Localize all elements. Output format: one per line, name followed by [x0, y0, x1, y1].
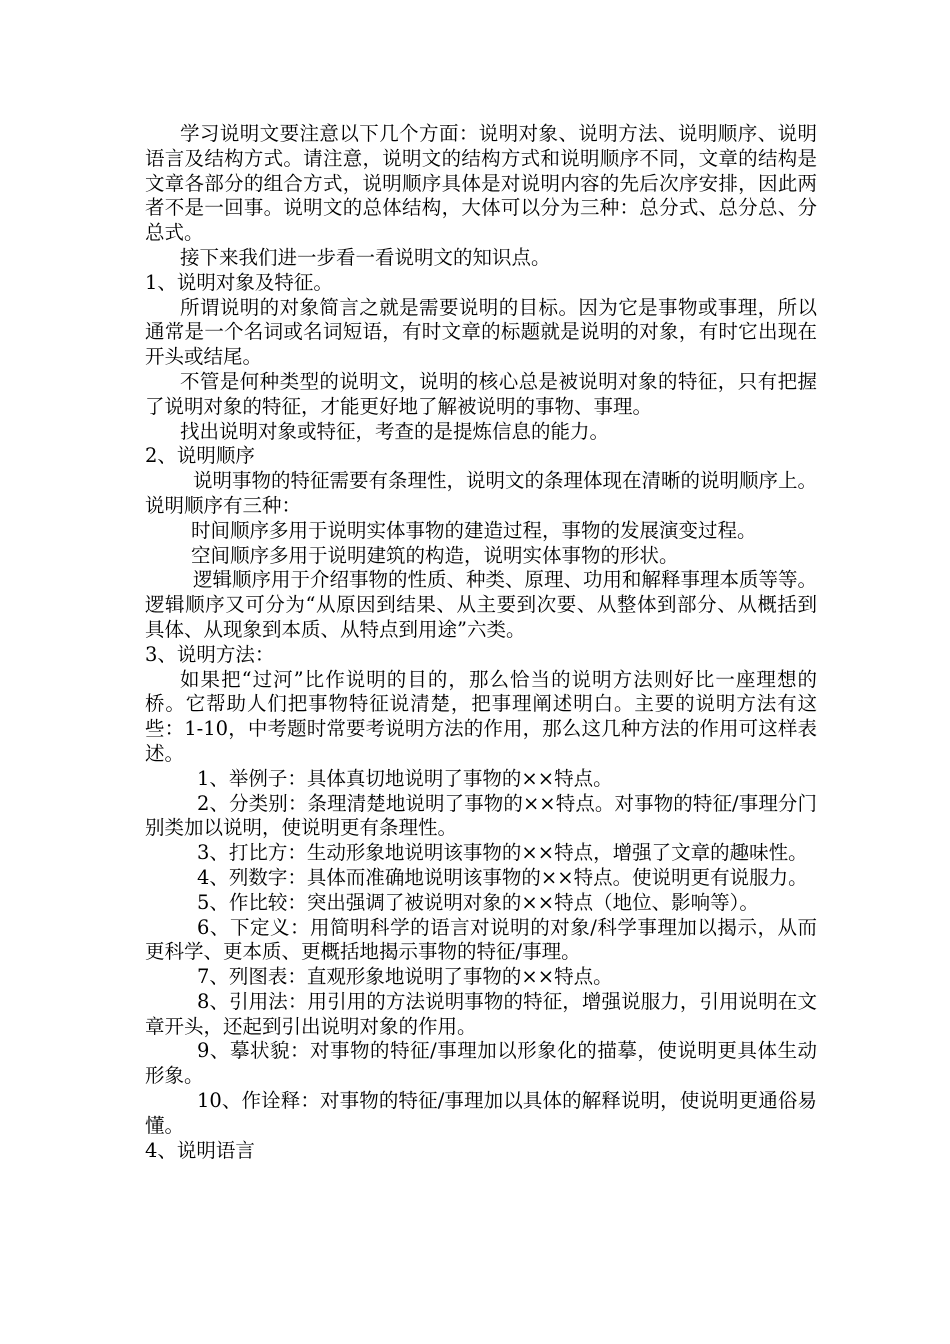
method-item: 8、引用法：用引用的方法说明事物的特征，增强说服力，引用说明在文章开头，还起到引出说明对象的作用。	[145, 989, 817, 1038]
paragraph: 逻辑顺序用于介绍事物的性质、种类、原理、功用和解释事理本质等等。逻辑顺序又可分为“从原因到结果、从主要到次要、从整体到部分、从概括到具体、从现象到本质、从特点到用途”六类。	[145, 568, 818, 641]
section-heading: 4、说明语言	[145, 1138, 255, 1162]
paragraph: 接下来我们进一步看一看说明文的知识点。	[180, 245, 551, 269]
method-item: 2、分类别：条理清楚地说明了事物的××特点。对事物的特征/事理分门别类加以说明，使说明更有条理性。	[145, 791, 817, 840]
paragraph: 说明事物的特征需要有条理性，说明文的条理体现在清晰的说明顺序上。说明顺序有三种：	[145, 469, 818, 517]
section-heading: 1、说明对象及特征。	[145, 270, 333, 294]
paragraph: 空间顺序多用于说明建筑的构造，说明实体事物的形状。	[191, 543, 679, 567]
document-body	[145, 122, 817, 1163]
method-item: 9、摹状貌：对事物的特征/事理加以形象化的描摹，使说明更具体生动形象。	[145, 1039, 817, 1088]
method-item: 6、下定义：用简明科学的语言对说明的对象/科学事理加以揭示，从而更科学、更本质、更概括地揭示事物的特征/事理。	[145, 915, 817, 964]
method-item: 10、作诠释：对事物的特征/事理加以具体的解释说明，使说明更通俗易懂。	[145, 1089, 817, 1137]
method-item: 1、举例子：具体真切地说明了事物的××特点。	[197, 766, 613, 790]
method-item: 5、作比较：突出强调了被说明对象的××特点（地位、影响等）。	[197, 890, 759, 914]
method-item: 3、打比方：生动形象地说明该事物的××特点，增强了文章的趣味性。	[197, 841, 808, 865]
section-heading: 3、说明方法：	[145, 642, 275, 666]
section-heading: 2、说明顺序	[145, 444, 255, 468]
method-item: 7、列图表：直观形象地说明了事物的××特点。	[197, 965, 613, 989]
paragraph: 找出说明对象或特征，考查的是提炼信息的能力。	[180, 419, 610, 443]
paragraph: 所谓说明的对象简言之就是需要说明的目标。因为它是事物或事理，所以通常是一个名词或名词短语，有时文章的标题就是说明的对象，有时它出现在开头或结尾。	[145, 295, 817, 369]
paragraph: 学习说明文要注意以下几个方面：说明对象、说明方法、说明顺序、说明语言及结构方式。请注意，说明文的结构方式和说明顺序不同，文章的结构是文章各部分的组合方式，说明顺序具体是对说明内容的先后次序安排，因此两者不是一回事。说明文的总体结构，大体可以分为三种：总分式、总分总、分总式。	[145, 122, 817, 245]
paragraph: 不管是何种类型的说明文，说明的核心总是被说明对象的特征，只有把握了说明对象的特征，才能更好地了解被说明的事物、事理。	[145, 369, 817, 418]
paragraph: 时间顺序多用于说明实体事物的建造过程，事物的发展演变过程。	[191, 518, 757, 542]
method-item: 4、列数字：具体而准确地说明该事物的××特点。使说明更有说服力。	[197, 865, 808, 889]
paragraph: 如果把“过河”比作说明的目的，那么恰当的说明方法则好比一座理想的桥。它帮助人们把事物特征说清楚，把事理阐述明白。主要的说明方法有这些：1-10，中考题时常要考说明方法的作用，那么这几种方法的作用可这样表述。	[145, 667, 817, 765]
